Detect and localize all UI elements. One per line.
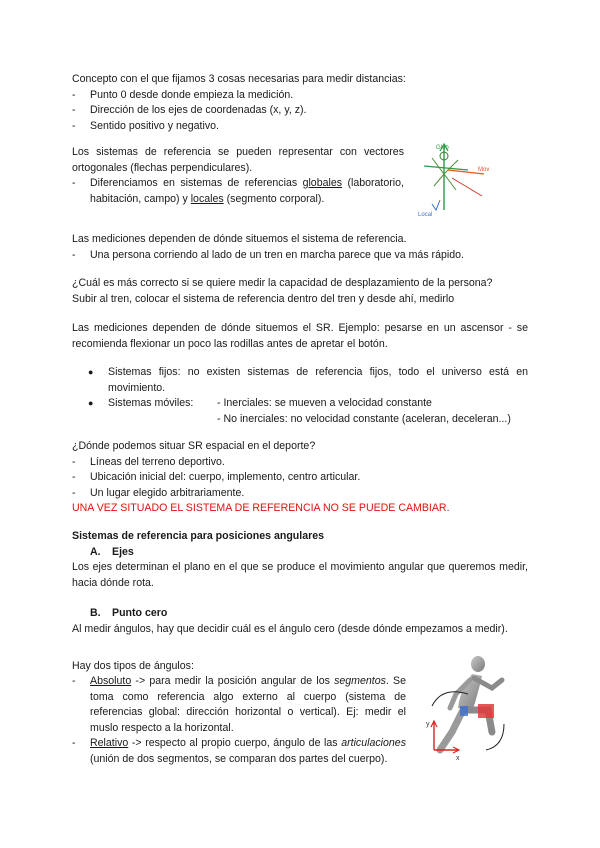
local-axes-sketch bbox=[432, 200, 440, 210]
dash-marker: - bbox=[72, 486, 76, 499]
vectors-text: Los sistemas de referencia se pueden representar con vectores ortogonales (flechas perpendiculares). bbox=[72, 146, 404, 174]
list-item-text: Sentido positivo y negativo. bbox=[90, 119, 219, 132]
dash-marker: - bbox=[72, 675, 76, 687]
vectors-section bbox=[72, 145, 404, 207]
vectors-item-mid: (laboratorio, habitación, campo) y bbox=[90, 177, 404, 205]
list-item bbox=[72, 103, 528, 119]
intro-section bbox=[72, 72, 528, 134]
elevator-example bbox=[72, 321, 528, 352]
question-text: ¿Cuál es más correcto si se quiere medir la capacidad de desplazamiento de la persona? bbox=[72, 277, 493, 289]
list-item bbox=[72, 674, 406, 736]
list-item bbox=[72, 396, 528, 427]
list-item bbox=[72, 470, 528, 486]
relative-term: Relativo bbox=[90, 737, 129, 749]
sport-question: ¿Dónde podemos situar SR espacial en el deporte? bbox=[72, 440, 316, 452]
absolute-text-b: . Se toma como referencia algo externo al cuerpo (sistema de referencias global: dirección horizontal o vertical). Ej: medir el muslo respecto a la horizontal. bbox=[90, 675, 406, 734]
diagonal-axis-line bbox=[452, 178, 482, 196]
sketch-label-right: Mov bbox=[478, 167, 490, 173]
list-item-text: Una persona corriendo al lado de un tren en marcha parece que va más rápido. bbox=[90, 248, 464, 261]
subsection-b-title bbox=[72, 606, 528, 622]
horizontal-axis-line bbox=[424, 166, 468, 170]
dash-marker: - bbox=[72, 737, 76, 749]
angles-section bbox=[72, 674, 406, 767]
dash-marker: - bbox=[72, 471, 76, 483]
measure-section bbox=[72, 232, 528, 263]
subsection-a-title bbox=[72, 545, 528, 561]
local-term: locales bbox=[190, 192, 224, 205]
absolute-text-a: -> para medir la posición angular de los bbox=[131, 675, 335, 687]
body-sketch bbox=[432, 158, 458, 190]
angles-heading: Hay dos tipos de ángulos: bbox=[72, 660, 194, 672]
list-item-text: Líneas del terreno deportivo. bbox=[90, 455, 225, 468]
axis-y-label: y bbox=[426, 721, 430, 728]
subsection-letter: B. bbox=[90, 607, 101, 619]
dash-marker: - bbox=[72, 455, 76, 468]
elevator-text: Las mediciones dependen de dónde situemos el SR. Ejemplo: pesarse en un ascensor - se recomienda flexionar un poco las rodillas antes de apretar el botón. bbox=[72, 322, 528, 350]
hip-highlight bbox=[460, 706, 468, 716]
relative-text-a: -> respecto al propio cuerpo, ángulo de las bbox=[128, 737, 342, 749]
bullet-icon: ● bbox=[88, 367, 94, 377]
reference-axes-sketch bbox=[412, 140, 502, 218]
inertial-text: - Inerciales: se mueven a velocidad constante bbox=[217, 397, 432, 409]
relative-text-b: (unión de dos segmentos, se comparan dos partes del cuerpo). bbox=[90, 752, 388, 765]
subsection-title-text: Ejes bbox=[112, 545, 134, 558]
list-item-text: Un lugar elegido arbitrariamente. bbox=[90, 486, 245, 499]
list-item bbox=[72, 486, 528, 502]
dash-marker: - bbox=[72, 177, 76, 189]
mobile-systems-label: Sistemas móviles: bbox=[108, 397, 194, 409]
list-item bbox=[72, 88, 528, 104]
list-item bbox=[72, 248, 528, 264]
list-item bbox=[72, 176, 404, 207]
absolute-term: Absoluto bbox=[90, 675, 132, 687]
bullet-icon: ● bbox=[88, 398, 94, 408]
dash-marker: - bbox=[72, 248, 76, 261]
warning-text: UNA VEZ SITUADO EL SISTEMA DE REFERENCIA NO SE PUEDE CAMBIAR. bbox=[72, 502, 450, 514]
global-term: globales bbox=[302, 177, 343, 189]
sketch-label-top: Glob bbox=[436, 145, 449, 151]
vectors-item-post: (segmento corporal). bbox=[223, 192, 325, 205]
axis-x-label: x bbox=[456, 755, 460, 762]
list-item-text: Dirección de los ejes de coordenadas (x, y, z). bbox=[90, 104, 307, 116]
list-item bbox=[72, 455, 528, 471]
vectors-item-pre: Diferenciamos en sistemas de referencias bbox=[90, 177, 303, 189]
list-item bbox=[72, 119, 528, 135]
subsection-title-text: Punto cero bbox=[112, 607, 168, 619]
dash-marker: - bbox=[72, 104, 76, 116]
zero-point-text: Al medir ángulos, hay que decidir cuál es el ángulo cero (desde dónde empezamos a medir). bbox=[72, 622, 508, 635]
sketch-label-bottom: Local bbox=[418, 212, 433, 218]
noninertial-text: - No inerciales: no velocidad constante (aceleran, deceleran...) bbox=[217, 412, 511, 425]
list-item-text: Ubicación inicial del: cuerpo, implemento, centro articular. bbox=[90, 471, 361, 483]
sport-section bbox=[72, 439, 528, 517]
subsection-letter: A. bbox=[90, 545, 101, 558]
measure-text: Las mediciones dependen de dónde situemos el sistema de referencia. bbox=[72, 233, 407, 245]
segments-term: segmentos bbox=[334, 675, 386, 687]
list-item-text: Punto 0 desde donde empieza la medición. bbox=[90, 88, 294, 101]
dash-marker: - bbox=[72, 88, 76, 101]
answer-text: Subir al tren, colocar el sistema de referencia dentro del tren y desde ahí, medirlo bbox=[72, 292, 455, 305]
thigh-highlight bbox=[478, 704, 494, 718]
angular-section bbox=[72, 529, 528, 637]
section-title: Sistemas de referencia para posiciones angulares bbox=[72, 530, 325, 542]
systems-section bbox=[72, 365, 528, 427]
list-item bbox=[72, 365, 528, 396]
mannequin-back-leg bbox=[440, 712, 462, 750]
axes-text: Los ejes determinan el plano en el que se produce el movimiento angular que queremos medir, hacia dónde rota. bbox=[72, 561, 528, 589]
intro-heading: Concepto con el que fijamos 3 cosas necesarias para medir distancias: bbox=[72, 73, 406, 85]
joints-term: articulaciones bbox=[341, 737, 406, 749]
list-item bbox=[72, 736, 406, 767]
dash-marker: - bbox=[72, 119, 76, 132]
mannequin-figure bbox=[412, 650, 530, 762]
fixed-systems-text: Sistemas fijos: no existen sistemas de referencia fijos, todo el universo está en movimiento. bbox=[108, 366, 528, 394]
mannequin-head bbox=[471, 656, 485, 672]
question-section bbox=[72, 276, 528, 307]
